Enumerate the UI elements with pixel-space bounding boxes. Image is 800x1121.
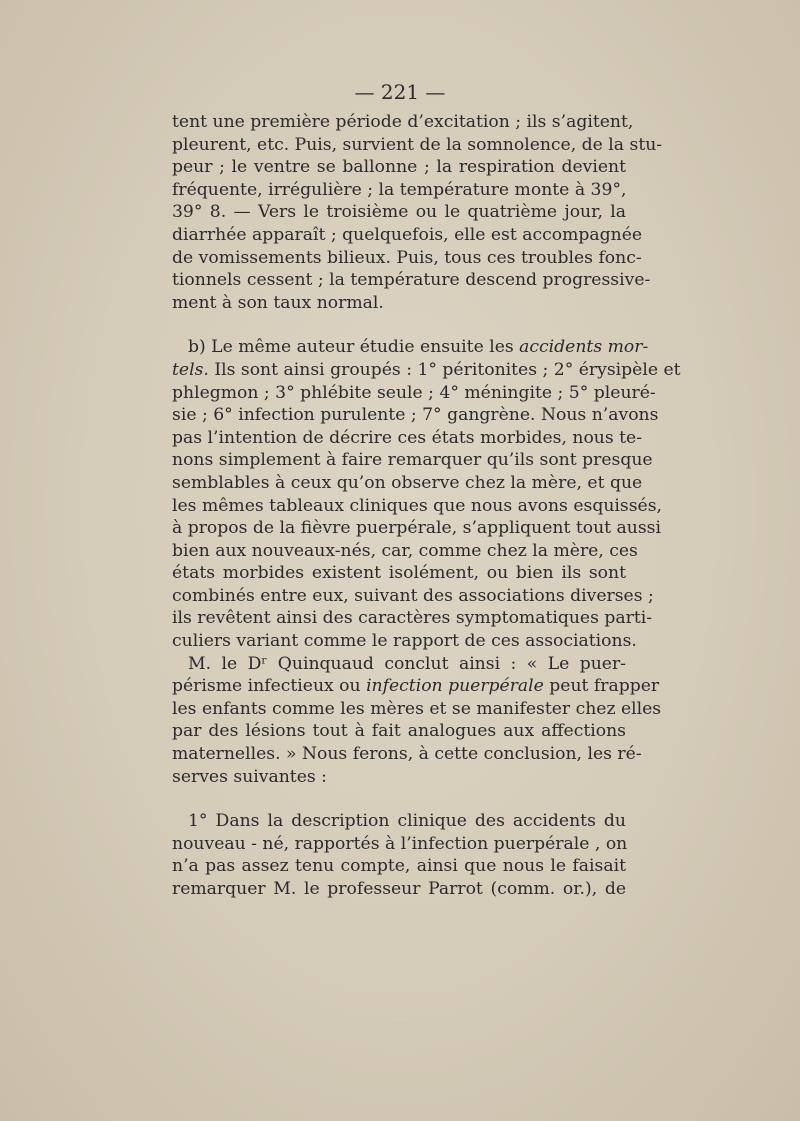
text-line: les enfants comme les mères et se manifester chez elles <box>172 698 662 719</box>
text-line: combinés entre eux, suivant des associations diverses ; <box>172 585 654 606</box>
italic-term: infection puerpérale <box>366 676 544 697</box>
text-line: semblables à ceux qu’on observe chez la mère, et que <box>172 472 643 493</box>
text-line: ils revêtent ainsi des caractères symptomatiques parti- <box>172 608 653 629</box>
text-line: pleurent, etc. Puis, survient de la somnolence, de la stu- <box>172 134 663 155</box>
paragraph-reserves <box>172 810 626 900</box>
line-text: périsme infectieux ou <box>172 676 367 697</box>
paragraph-spacer <box>172 314 626 336</box>
text-line: pas l’intention de décrire ces états morbides, nous te- <box>172 427 643 448</box>
text-line: 39° 8. — Vers le troisième ou le quatrième jour, la <box>172 202 626 223</box>
paragraph-excitation <box>172 111 663 314</box>
text-line: culiers variant comme le rapport de ces associations. <box>172 631 637 652</box>
line-text: Ils sont ainsi groupés : 1° péritonites ; 2° érysipèle et <box>208 359 681 380</box>
italic-term: tels. <box>172 359 209 380</box>
text-line: tent une première période d’excitation ; ils s’agitent, <box>172 112 634 132</box>
text-line <box>172 336 649 359</box>
page-number: — 221 — <box>354 80 446 104</box>
italic-term: accidents mor- <box>519 337 649 358</box>
text-line: maternelles. » Nous ferons, à cette conclusion, les ré- <box>172 744 642 765</box>
text-line: sie ; 6° infection purulente ; 7° gangrène. Nous n’avons <box>172 405 659 426</box>
text-line: les mêmes tableaux cliniques que nous avons esquissés, <box>172 495 662 516</box>
paragraph-quinquaud <box>172 653 662 789</box>
text-line: états morbides existent isolément, ou bien ils sont <box>172 563 626 584</box>
text-line: de vomissements bilieux. Puis, tous ces troubles fonc- <box>172 247 642 268</box>
text-line: par des lésions tout à fait analogues aux affections <box>172 721 626 742</box>
text-line: bien aux nouveaux-nés, car, comme chez la mère, ces <box>172 540 638 561</box>
text-line: 1° Dans la description clinique des accidents du <box>188 811 626 832</box>
text-line: tionnels cessent ; la température descend progressive- <box>172 270 651 291</box>
text-line: nons simplement à faire remarquer qu’ils sont presque <box>172 450 653 471</box>
text-line <box>172 675 660 698</box>
text-line: peur ; le ventre se ballonne ; la respiration devient <box>172 157 626 178</box>
text-line <box>172 359 681 382</box>
paragraph-spacer <box>172 788 626 810</box>
paragraph-accidents-mortels <box>172 336 681 652</box>
page-text <box>172 111 681 901</box>
text-line: n’a pas assez tenu compte, ainsi que nous le faisait <box>172 856 626 877</box>
text-line: ment à son taux normal. <box>172 292 384 313</box>
line-text: peut frapper <box>543 676 660 697</box>
text-line: à propos de la fièvre puerpérale, s’appliquent tout aussi <box>172 518 662 539</box>
text-line: serves suivantes : <box>172 766 327 787</box>
text-line: M. le Dʳ Quinquaud conclut ainsi : « Le puer- <box>188 653 626 674</box>
text-line: fréquente, irrégulière ; la température monte à 39°, <box>172 179 627 200</box>
line-text: b) Le même auteur étudie ensuite les <box>188 337 520 358</box>
text-line: phlegmon ; 3° phlébite seule ; 4° méningite ; 5° pleuré- <box>172 382 656 403</box>
text-line: remarquer M. le professeur Parrot (comm. or.), de <box>172 879 626 899</box>
text-line: nouveau - né, rapportés à l’infection puerpérale , on <box>172 833 628 854</box>
text-line: diarrhée apparaît ; quelquefois, elle est accompagnée <box>172 224 643 245</box>
